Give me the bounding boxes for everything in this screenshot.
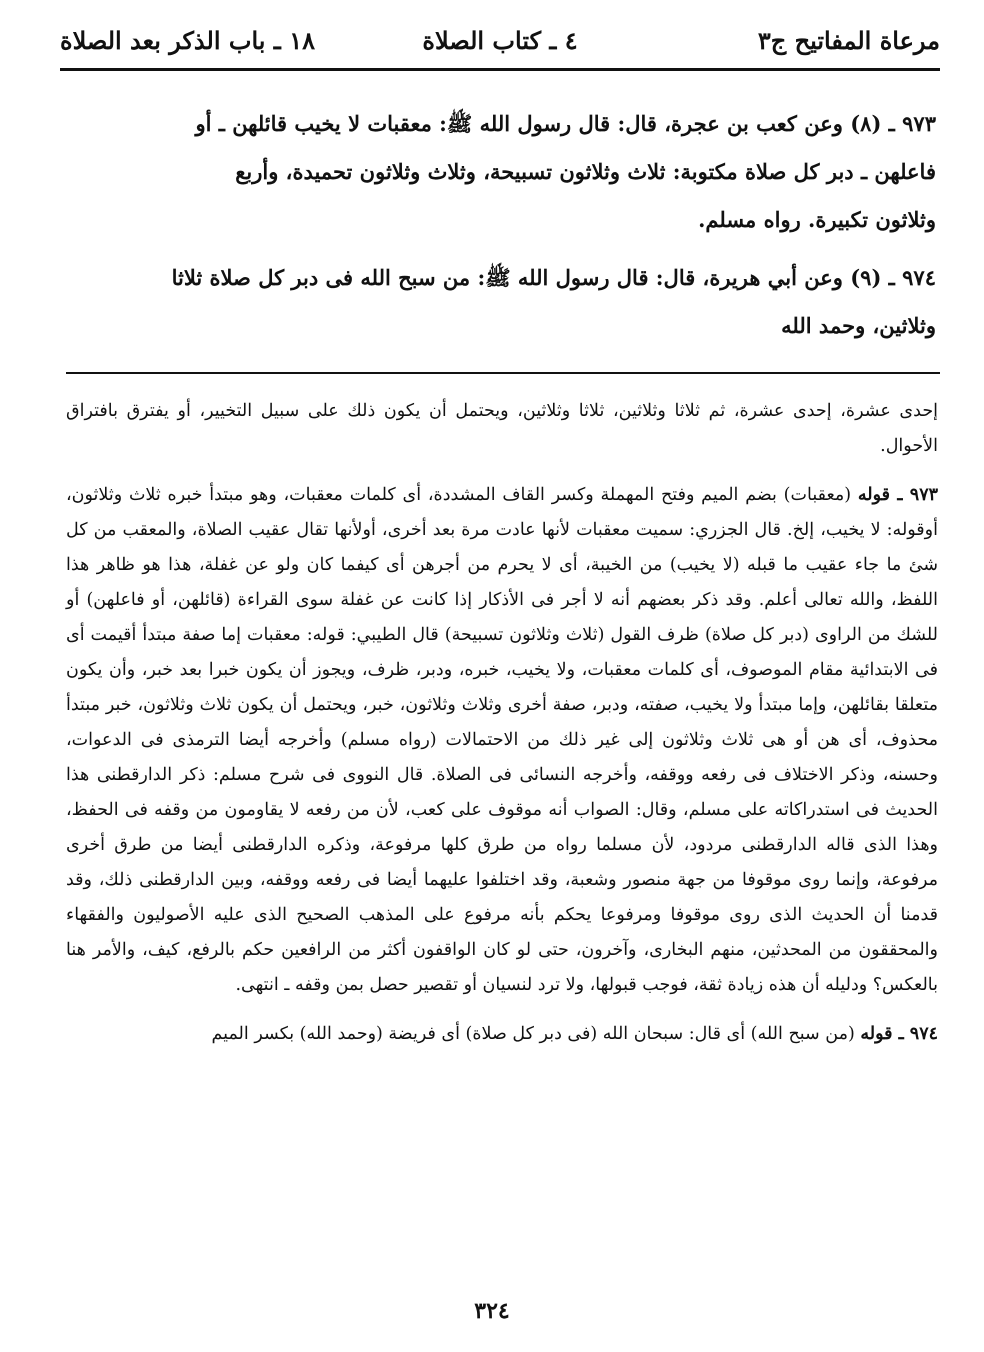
header-section-title: ١٨ ـ باب الذكر بعد الصلاة xyxy=(60,25,315,55)
header-book-title: مرعاة المفاتيح ج٣ xyxy=(757,25,940,55)
hadith-974 xyxy=(66,254,936,350)
commentary-973-body: (معقبات) بضم الميم وفتح المهملة وكسر القاف المشددة، أى كلمات معقبات، وهو مبتدأ خبره ثلاث وثلاثون، أوقوله: لا يخيب، إلخ. قال الجزري: سميت معقبات لأنها عادت مرة بعد أخرى، أولأنها تقال عقيب الصلاة، والمعقب من كل شئ ما جاء عقيب ما قبله (لا يخيب) من الخيبة، أى لا يحرم من أجرهن أى كيفما كان ولو عن غفلة، هذا هو ظاهر هذا اللفظ، والله تعالى أعلم. وقد ذكر بعضهم أنه لا أجر فى الأذكار إذا كانت عن غفلة سوى القراءة (قائلهن، أو فاعلهن) أو للشك من الراوى (دبر كل صلاة) ظرف القول (ثلاث وثلاثون تسبيحة) قال الطيبي: قوله: معقبات إما صفة مبتدأ أقيمت أى فى الابتدائية مقام الموصوف، أى كلمات معقبات، ولا يخيب، خبره، ودبر، ظرف، ويجوز أن يكون خبرا بعد خبر، وأن يكون متعلقا بقائلهن، وإما مبتدأ ولا يخيب، صفته، ودبر، صفة أخرى وثلاث وثلاثون، خبر، ويحتمل أن يكون ثلاث وثلاثون، خبر مبتدأ محذوف، أى هن أو هى ثلاث وثلاثون إلى غير ذلك من الاحتمالات (رواه مسلم) وأخرجه أيضا الترمذى فى الدعوات، وحسنه، وذكر الاختلاف فى رفعه ووقفه، وأخرجه النسائى فى الصلاة. قال النووى فى شرح مسلم: ذكر الدارقطنى هذا الحديث فى استدراكاته على مسلم، وقال: الصواب أنه موقوف على كعب، لأن من رفعه لا يقاومون من وقفه فى الحفظ، وهذا الذى قاله الدارقطنى مردود، لأن مسلما رواه من طرق كلها مرفوعة، وذكره الدارقطنى أيضا من طرق أخرى مرفوعة، وإنما روى موقوفا من جهة منصور وشعبة، وقد اختلفوا عليهما أيضا فى رفعه ووقفه، وبين الدارقطنى ذلك، وقد قدمنا أن الحديث الذى روى موقوفا ومرفوعا يحكم بأنه مرفوع على المذهب الصحيح الذى عليه الأصوليون والفقهاء والمحققون من المحدثين، منهم البخارى، وآخرون، حتى لو كان الواقفون أكثر من الرافعين حكم بالرفع، كيف، والأمر هنا بالعكس؟ ودليله أن هذه زيادة ثقة، فوجب قبولها، ولا ترد لنسيان أو تقصير حصل بمن وقفه ـ انتهى. xyxy=(66,485,938,995)
commentary-974-lead: ٩٧٤ ـ قوله xyxy=(860,1024,938,1044)
commentary-974-body: (من سبح الله) أى قال: سبحان الله (فى دبر كل صلاة) أى فريضة (وحمد الله) بكسر الميم xyxy=(211,1024,855,1044)
header-chapter-title: ٤ ـ كتاب الصلاة xyxy=(422,25,578,55)
commentary-paragraph-1: إحدى عشرة، إحدى عشرة، ثم ثلاثا وثلاثين، ثلاثا وثلاثين، ويحتمل أن يكون ذلك على سبيل التخيير، أو يفترق بافتراق الأحوال. xyxy=(66,401,938,456)
hadith-text xyxy=(66,100,936,360)
hadith-973 xyxy=(66,100,936,244)
section-divider xyxy=(66,372,940,374)
hadith-973-line3: وثلاثون تكبيرة. رواه مسلم. xyxy=(698,207,936,232)
commentary-973-lead: ٩٧٣ ـ قوله xyxy=(857,485,938,505)
hadith-974-line1: ٩٧٤ ـ (٩) وعن أبي هريرة، قال: قال رسول الله ﷺ: من سبح الله فى دبر كل صلاة ثلاثا xyxy=(171,265,936,290)
commentary-paragraph-2 xyxy=(66,478,938,1003)
header-rule xyxy=(60,68,940,71)
running-header xyxy=(60,22,940,58)
hadith-973-line1: ٩٧٣ ـ (٨) وعن كعب بن عجرة، قال: قال رسول الله ﷺ: معقبات لا يخيب قائلهن ـ أو xyxy=(195,111,936,136)
commentary-paragraph-3 xyxy=(66,1017,938,1052)
hadith-973-line2: فاعلهن ـ دبر كل صلاة مكتوبة: ثلاث وثلاثون تسبيحة، وثلاث وثلاثون تحميدة، وأربع xyxy=(235,159,936,184)
commentary-text xyxy=(66,394,938,1066)
hadith-974-line2: وثلاثين، وحمد الله xyxy=(781,313,936,338)
page-number: ٣٢٤ xyxy=(474,1298,510,1324)
